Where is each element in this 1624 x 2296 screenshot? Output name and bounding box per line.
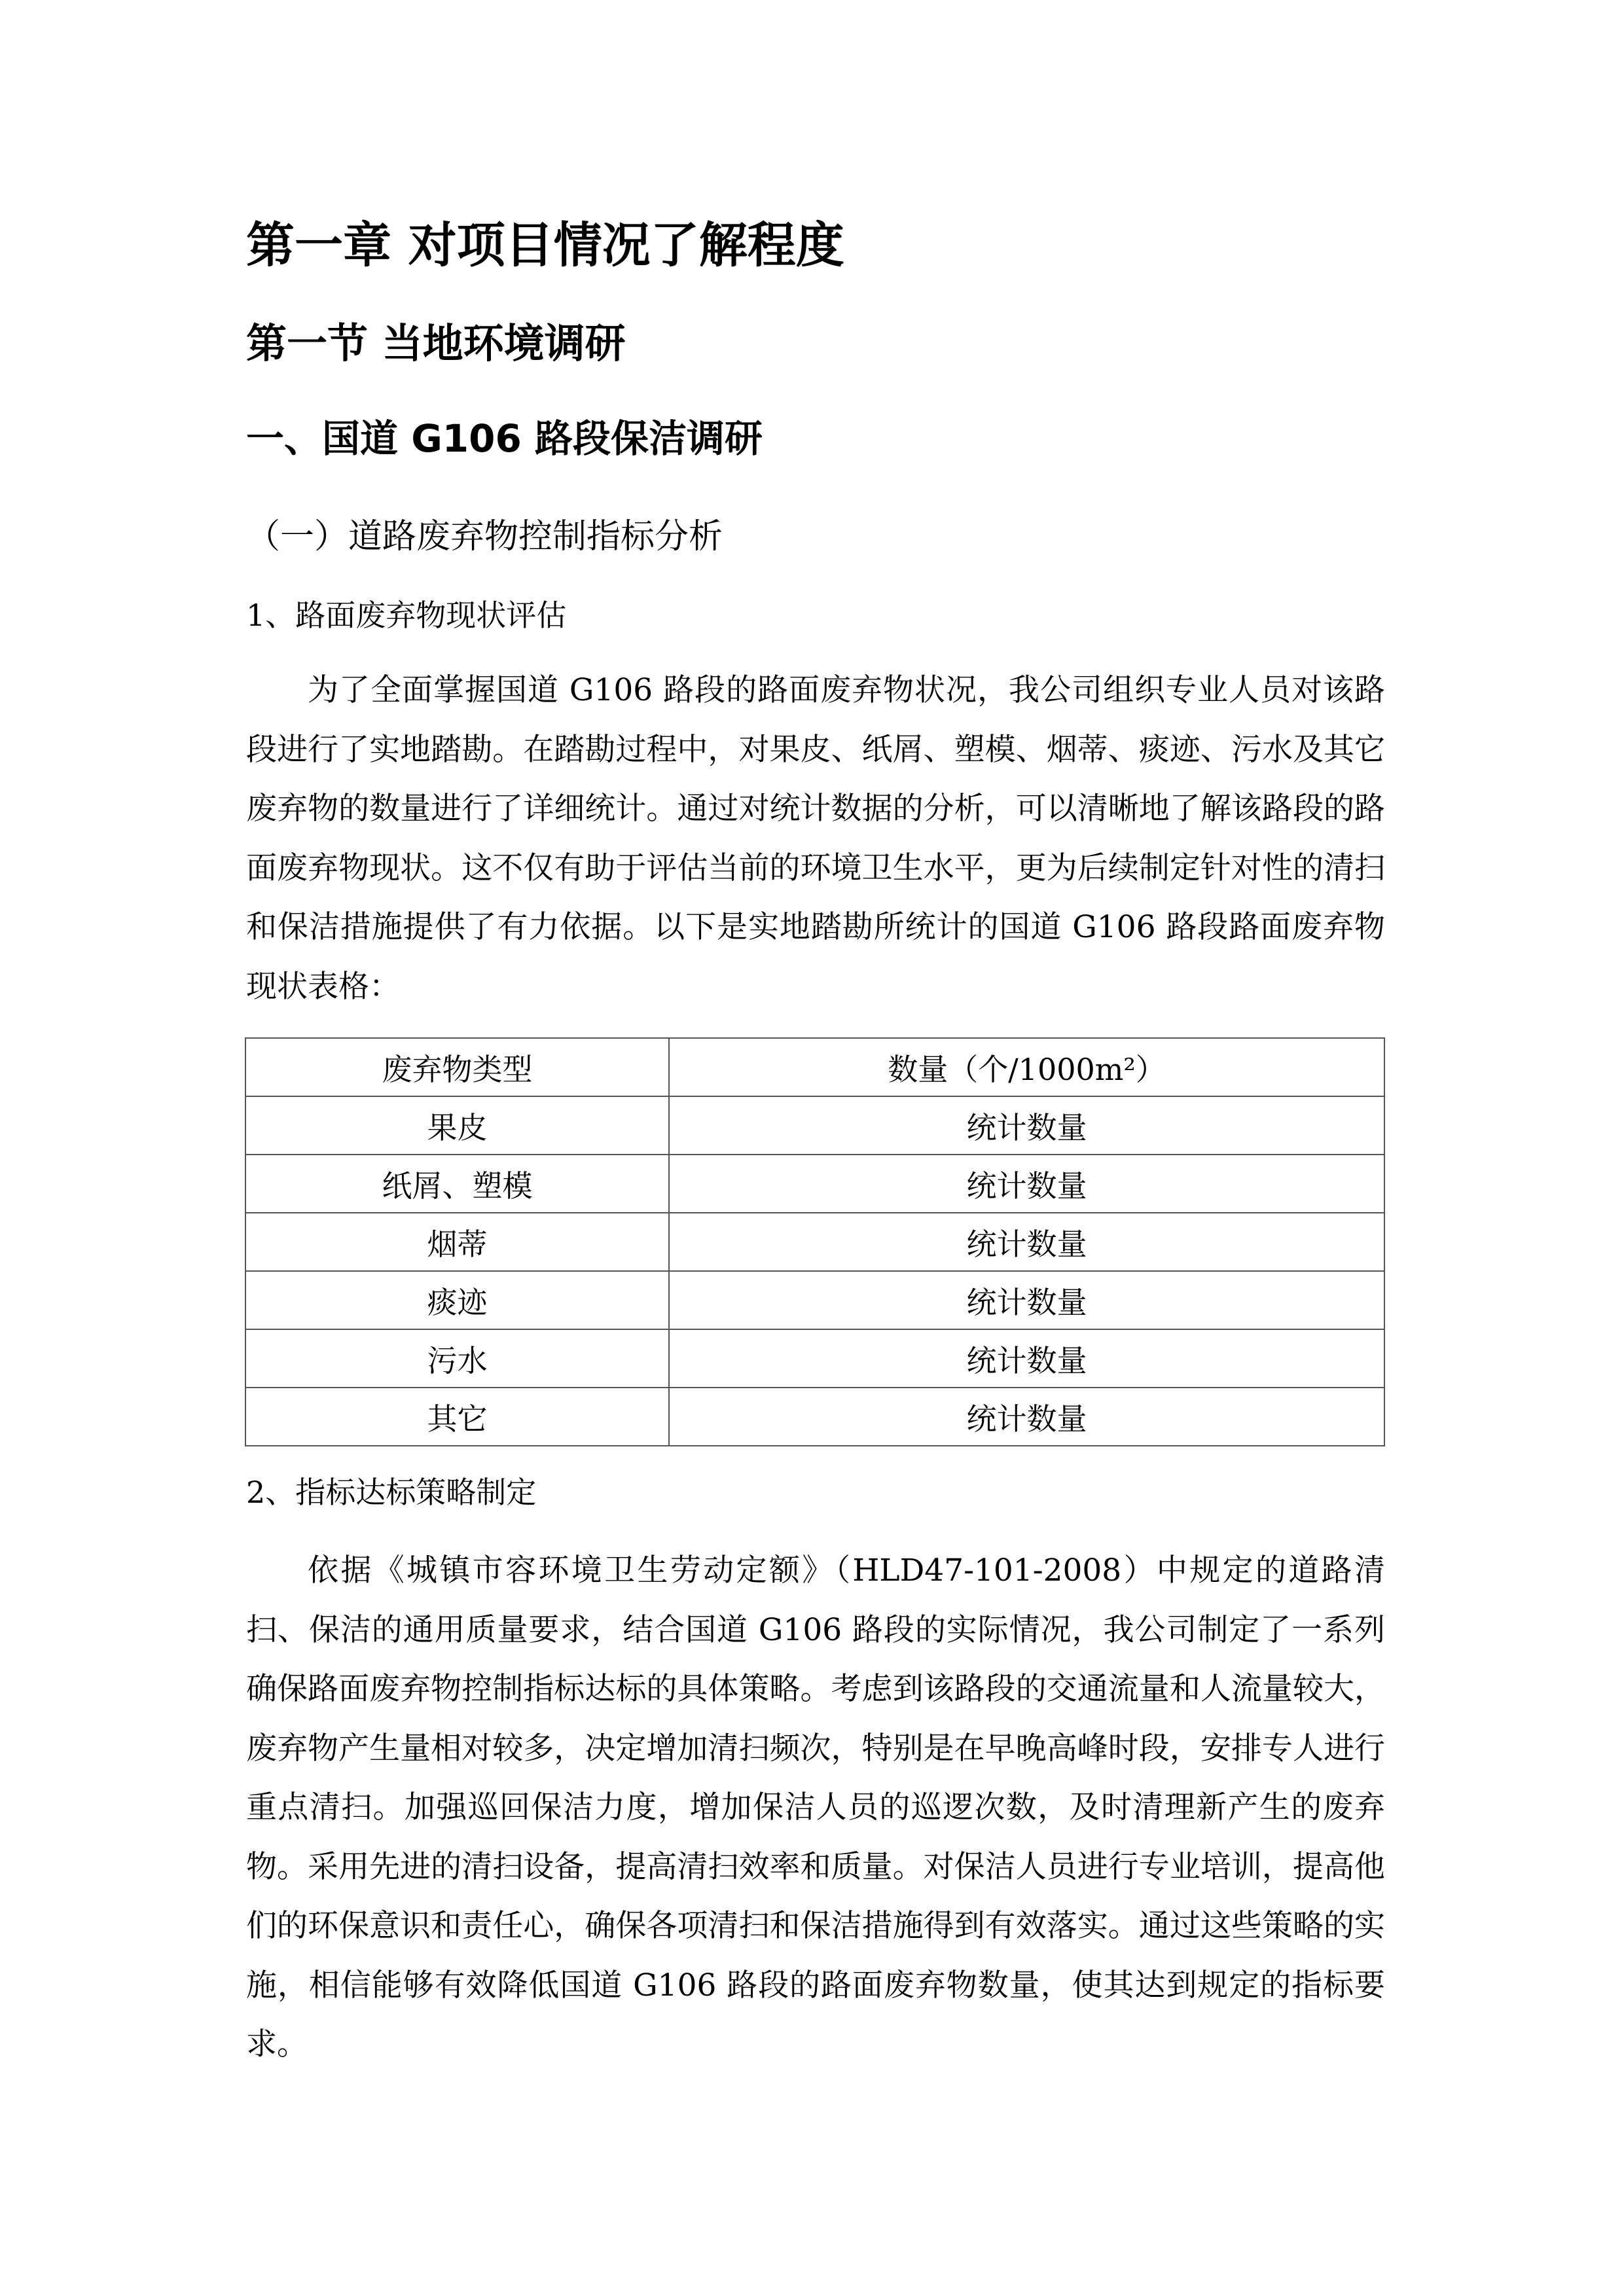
item2-paragraph: 依据《城镇市容环境卫生劳动定额》（HLD47-101-2008）中规定的道路清扫、保洁的通用质量要求，结合国道 G106 路段的实际情况，我公司制定了一系列确保路面废弃物控制指标达标的具体策略。考虑到该路段的交通流量和人流量较大，废弃物产生量相对较多，决定增加清扫频次，特别是在早晚高峰时段，安排专人进行重点清扫。加强巡回保洁力度，增加保洁人员的巡逻次数，及时清理新产生的废弃物。采用先进的清扫设备，提高清扫效率和质量。对保洁人员进行专业培训，提高他们的环保意识和责任心，确保各项清扫和保洁措施得到有效落实。通过这些策略的实施，相信能够有效降低国道 G106 路段的路面废弃物数量，使其达到规定的指标要求。 <box>246 1552 1385 2062</box>
table-cell: 其它 <box>245 1388 669 1446</box>
subsection-title: 一、国道 G106 路段保洁调研 <box>246 416 763 461</box>
table-header-cell: 数量（个/1000m²） <box>669 1038 1384 1096</box>
section-title: 第一节 当地环境调研 <box>246 319 626 367</box>
topic-title: （一）道路废弃物控制指标分析 <box>246 517 723 556</box>
item1-title: 1、路面废弃物现状评估 <box>246 598 567 633</box>
table-cell: 果皮 <box>245 1096 669 1155</box>
table-header-row <box>245 1038 1384 1096</box>
table-header-cell: 废弃物类型 <box>245 1038 669 1096</box>
table-cell: 统计数量 <box>669 1213 1384 1271</box>
table-row <box>245 1329 1384 1388</box>
table-row <box>245 1213 1384 1271</box>
table-cell: 痰迹 <box>245 1271 669 1329</box>
waste-status-table <box>245 1037 1385 1446</box>
item2-title: 2、指标达标策略制定 <box>246 1475 537 1510</box>
table-row <box>245 1271 1384 1329</box>
item1-paragraph: 为了全面掌握国道 G106 路段的路面废弃物状况，我公司组织专业人员对该路段进行了实地踏勘。在踏勘过程中，对果皮、纸屑、塑模、烟蒂、痰迹、污水及其它废弃物的数量进行了详细统计。通过对统计数据的分析，可以清晰地了解该路段的路面废弃物现状。这不仅有助于评估当前的环境卫生水平，更为后续制定针对性的清扫和保洁措施提供了有力依据。以下是实地踏勘所统计的国道 G106 路段路面废弃物现状表格： <box>246 672 1385 1005</box>
table-cell: 统计数量 <box>669 1271 1384 1329</box>
table-cell: 统计数量 <box>669 1388 1384 1446</box>
table-cell: 统计数量 <box>669 1096 1384 1155</box>
table-cell: 统计数量 <box>669 1155 1384 1213</box>
table-row <box>245 1388 1384 1446</box>
table-cell: 统计数量 <box>669 1329 1384 1388</box>
table-cell: 污水 <box>245 1329 669 1388</box>
table-row <box>245 1096 1384 1155</box>
table-row <box>245 1155 1384 1213</box>
table-cell: 纸屑、塑模 <box>245 1155 669 1213</box>
chapter-title: 第一章 对项目情况了解程度 <box>246 217 844 274</box>
table-cell: 烟蒂 <box>245 1213 669 1271</box>
